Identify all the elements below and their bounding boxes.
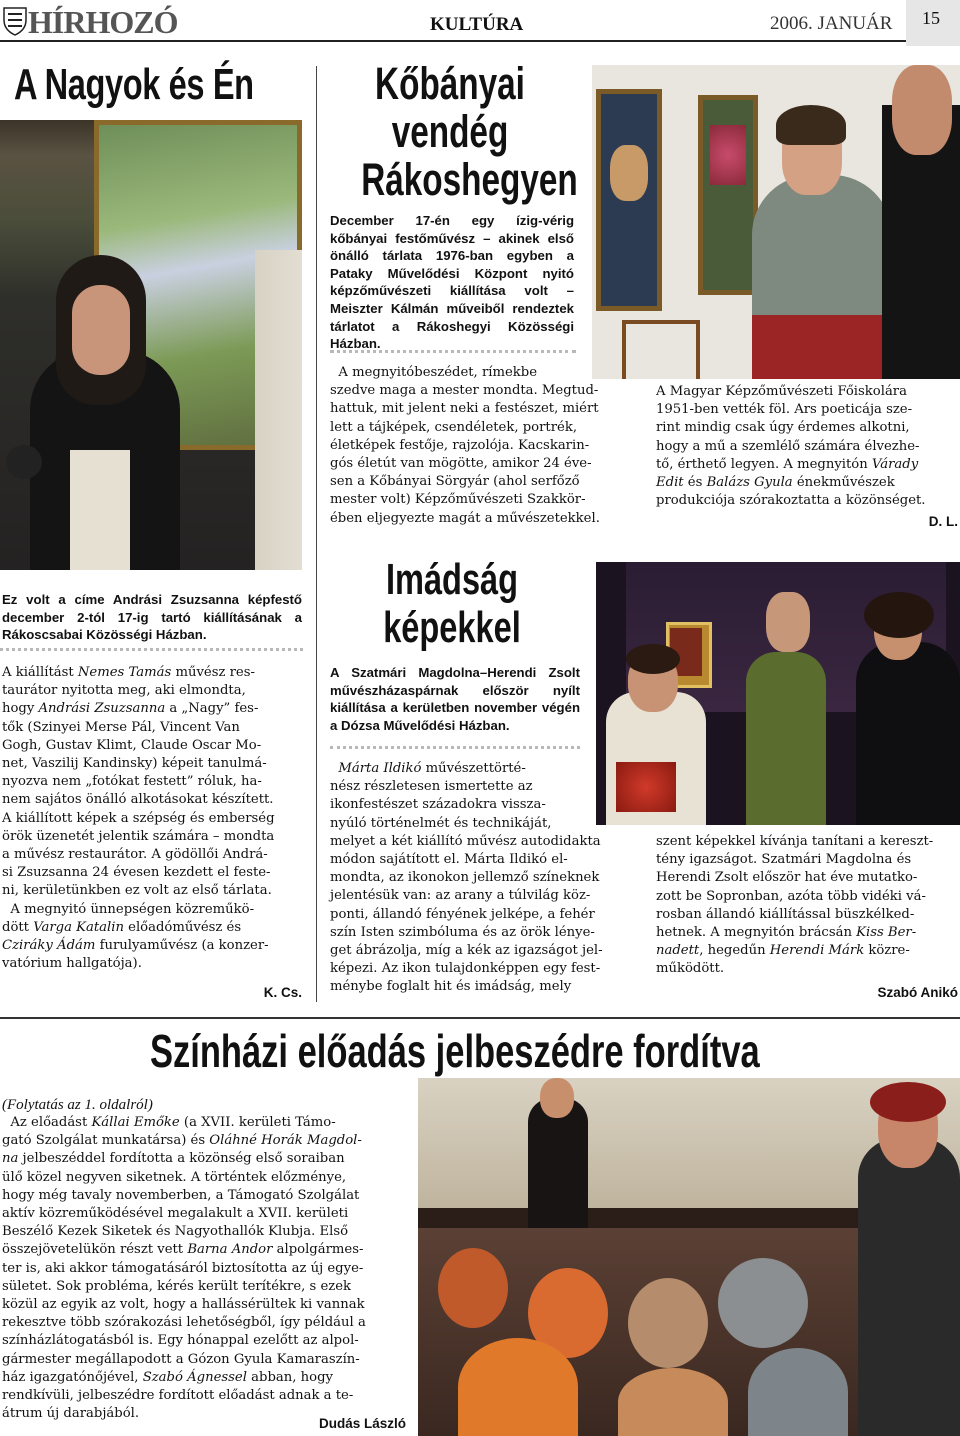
logo-text: HÍRHOZÓ xyxy=(28,4,178,40)
article1-lead: Ez volt a címe Andrási Zsuzsanna képfestő december 2-tól 17-ig tartó kiállításának a Rákoscsabai Közösségi Házban. xyxy=(2,592,302,643)
section-label: KULTÚRA xyxy=(430,14,524,35)
article2-photo xyxy=(592,65,960,379)
article4-signature: Dudás László xyxy=(318,1416,406,1431)
article2-separator xyxy=(330,350,576,353)
article2-body-col2: A Magyar Képzőművészeti Főiskolára 1951-ben vették föl. Ars poeticája sze- rint mindig csak úgy érdemes alkotni, hogy a mű a szemlélő számára élvezhe- tő, érthető legyen. A megnyitón Várady Edit és Balázs Gyula énekművészek produkciója szórakoztatta a közönséget. xyxy=(656,384,926,509)
article4-continuation: (Folytatás az 1. oldalról) xyxy=(2,1097,153,1113)
section-rule xyxy=(0,1017,960,1019)
page-number-box xyxy=(906,0,960,46)
article2-lead: December 17-én egy ízig-vérig kőbányai festőművész – akinek első önálló tárlata 1976-ban egyben a Pataky Művelődési Központ nyitó képzőművészeti kiállítása volt – Meiszter Kálmán műveiből rendeztek tárlatot a Rákoshegyi Közösségi Házban. xyxy=(330,213,574,352)
article4-photo xyxy=(418,1078,960,1436)
article1-separator xyxy=(0,648,303,651)
coat-of-arms-icon xyxy=(2,6,28,36)
article3-lead: A Szatmári Magdolna–Herendi Zsolt művészházaspárnak először nyílt kiállítása a kerületben november végén a Dózsa Művelődési Házban. xyxy=(330,665,580,733)
article2-body-col1: A megnyitóbeszédet, rímekbe szedve maga a mester mondta. Megtud- hattuk, mit jelent neki a festészet, miért lett a tájképek, csendéletek, portrék, életképek festője, rajzolója. Kacskarin- gós életút van mögötte, amikor 24 éve- sen a Kőbányai Sörgyár (ahol serfőző mester volt) Képzőművészeti Szakkör- ében eljegyezte magát a művészetekkel. xyxy=(330,365,600,526)
article3-separator xyxy=(330,746,580,749)
header-rule xyxy=(0,40,906,42)
article3-title: Imádság képekkel xyxy=(383,555,521,652)
article3-body-col1: Márta Ildikó művészettörté- nész részletesen ismertette az ikonfestészet századokra vissza- nyúló történelmét és technikáját, melyet a két kiállító művész autodidakta módon sajátított el. Márta Ildikó el- mondta, az ikonokon jellemző színeknek jelentésük van: az arany a túlvilág köz- ponti, állandó fényének jelképe, a fehér szín Isten szimbóluma és az örök lénye- get ábrázolja, míg a kék az igazságot jel- képezi. Az ikon tulajdonképpen egy fest- ménybe foglalt hit és imádság, mely xyxy=(330,761,603,995)
article1-signature: K. Cs. xyxy=(263,985,302,1000)
issue-date: 2006. JANUÁR xyxy=(770,13,893,34)
article2-title: Kőbányai vendég Rákoshegyen xyxy=(361,58,578,205)
article1-title: A Nagyok és Én xyxy=(14,60,254,109)
article1-photo xyxy=(0,120,302,570)
article4-title: Színházi előadás jelbeszédre fordítva xyxy=(150,1025,760,1077)
article4-body: Az előadást Kállai Emőke (a XVII. kerületi Támo- gató Szolgálat munkatársa) és Oláhné Horák Magdol- na jelbeszéddel fordította a közönség első soraiban ülő közel negyven siketnek. A történtek előzménye, hogy még tavaly novemberben, a Támogató Szolgálat aktív közreműködésével megalakult a XVII. kerületi Beszélő Kezek Siketek és Nagyothallók Klubja. Első összejövetelükön részt vett Barna Andor alpolgármes- ter is, aki akkor támogatásáról biztosította az új egye- sületet. Sok probléma, kérés került terítékre, s ezek közül az egyik az volt, hogy a hallássérültek ki vannak rekesztve több szórakozási lehetőségből, így például a színházlátogatásból is. Egy hónappal ezelőtt az alpol- gármester megállapodott a Gózon Gyula Kamaraszín- ház igazgatónőjével, Szabó Ágnessel abban, hogy rendkívüli, jelbeszédre fordított előadást adnak a te- átrum új darabjából. xyxy=(2,1115,366,1422)
article2-signature: D. L. xyxy=(928,514,958,529)
article1-body: A kiállítást Nemes Tamás művész res- taurátor nyitotta meg, aki elmondta, hogy Andrási Zsuzsanna a „Nagy” fes- tők (Szinyei Merse Pál, Vincent Van Gogh, Gustav Klimt, Claude Oscar Mo- net, Vaszilij Kandinsky) képeit tanulmá- nyozva nem „fotókat festett” róluk, ha- nem sajátos önálló alkotásokat készített. A kiállított képek a szépség és emberség örök üzenetét jelentik számára – mondta a művész restaurátor. A gödöllői Andrá- si Zsuzsanna 24 évesen kezdett el feste- ni, kerületünkben ez volt az első tárlata. A megnyitó ünnepségen közreműkö- dött Varga Katalin előadóművész és Cziráky Ádám furulyaművész (a konzer- vatórium hallgatója). xyxy=(2,665,275,972)
column-rule-left xyxy=(316,66,317,1002)
page-number: 15 xyxy=(922,8,940,28)
masthead-logo xyxy=(2,4,178,40)
article3-body-col2: szent képekkel kívánja tanítani a kereszt- tény igazságot. Szatmári Magdolna és Herendi Zsolt először hat éve mutatko- zott be Sopronban, azóta több vidéki vá- rosban állandó kiállítással büszkélked- hetnek. A megnyitón brácsán Kiss Ber- nadett, hegedűn Herendi Márk közre- működött. xyxy=(656,834,934,977)
article3-photo xyxy=(596,562,960,825)
article3-signature: Szabó Anikó xyxy=(877,985,958,1000)
